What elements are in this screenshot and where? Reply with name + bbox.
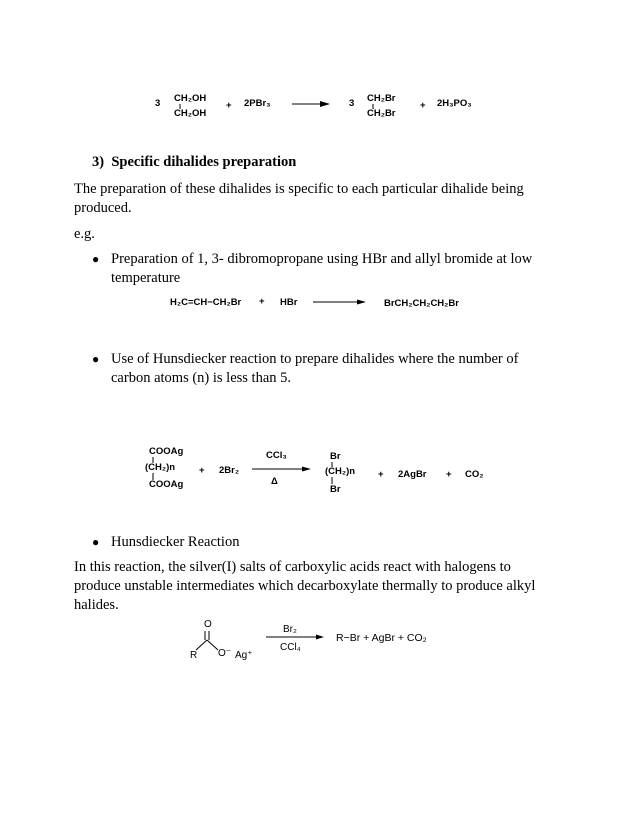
bond-line bbox=[196, 640, 207, 650]
plus-sign: + bbox=[226, 100, 232, 111]
section-heading: 3) Specific dihalides preparation bbox=[92, 154, 297, 170]
coefficient: 3 bbox=[155, 98, 161, 109]
arrow-head bbox=[302, 467, 311, 472]
carbonyl-oxygen: O bbox=[204, 619, 212, 630]
bullet-text-3: Hunsdiecker Reaction bbox=[111, 534, 240, 550]
intro-paragraph: The preparation of these dihalides is specific to each particular dihalide being produced. bbox=[74, 181, 524, 216]
hunsdiecker-paragraph: In this reaction, the silver(I) salts of carboxylic acids react with halogens to produce unstable intermediates which decarboxylate thermally to produce alkyl halides. bbox=[74, 559, 536, 613]
reagent: 2Br₂ bbox=[219, 465, 240, 476]
eg-label: e.g. bbox=[74, 226, 95, 242]
product-2: 2H₃PO₃ bbox=[437, 98, 472, 109]
oxygen-anion: O⁻ bbox=[218, 648, 232, 659]
silver-cation: Ag⁺ bbox=[235, 650, 253, 661]
condition-top: CCl₃ bbox=[266, 450, 287, 461]
reactant-bottom: COOAg bbox=[149, 479, 184, 490]
reactant-top: COOAg bbox=[149, 446, 184, 457]
bullet-icon: ● bbox=[92, 535, 100, 549]
plus-sign: + bbox=[259, 296, 265, 307]
reactant-top: CH₂OH bbox=[174, 93, 207, 104]
arrow-head bbox=[320, 101, 330, 107]
bullet-text-1: Preparation of 1, 3- dibromopropane using HBr and allyl bromide at low temperature bbox=[111, 251, 533, 286]
product-3: CO₂ bbox=[465, 469, 484, 480]
reagent: HBr bbox=[280, 297, 298, 308]
products: R−Br + AgBr + CO₂ bbox=[336, 632, 427, 644]
product-top: CH₂Br bbox=[367, 93, 396, 104]
arrow-head bbox=[316, 635, 324, 640]
reagent: 2PBr₃ bbox=[244, 98, 271, 109]
reactant: H₂C=CH−CH₂Br bbox=[170, 297, 242, 308]
plus-sign: + bbox=[446, 469, 452, 480]
product-bottom: Br bbox=[330, 484, 341, 495]
condition-bottom: CCl₄ bbox=[280, 642, 301, 653]
plus-sign: + bbox=[378, 469, 384, 480]
r-group: R bbox=[190, 650, 198, 661]
bullet-icon: ● bbox=[92, 252, 100, 266]
bond-line bbox=[207, 640, 218, 650]
product-2: 2AgBr bbox=[398, 469, 427, 480]
reactant-middle: (CH₂)n bbox=[145, 462, 176, 473]
condition-bottom: Δ bbox=[271, 476, 278, 487]
product-middle: (CH₂)n bbox=[325, 466, 356, 477]
plus-sign: + bbox=[420, 100, 426, 111]
bullet-text-2: Use of Hunsdiecker reaction to prepare dihalides where the number of carbon atoms (n) is less than 5. bbox=[111, 351, 519, 386]
condition-top: Br₂ bbox=[283, 624, 297, 635]
plus-sign: + bbox=[199, 465, 205, 476]
product-bottom: CH₂Br bbox=[367, 108, 396, 119]
reactant-bottom: CH₂OH bbox=[174, 108, 207, 119]
product-top: Br bbox=[330, 451, 341, 462]
arrow-head bbox=[357, 300, 366, 305]
product: BrCH₂CH₂CH₂Br bbox=[384, 298, 459, 309]
coefficient: 3 bbox=[349, 98, 355, 109]
bullet-icon: ● bbox=[92, 352, 100, 366]
